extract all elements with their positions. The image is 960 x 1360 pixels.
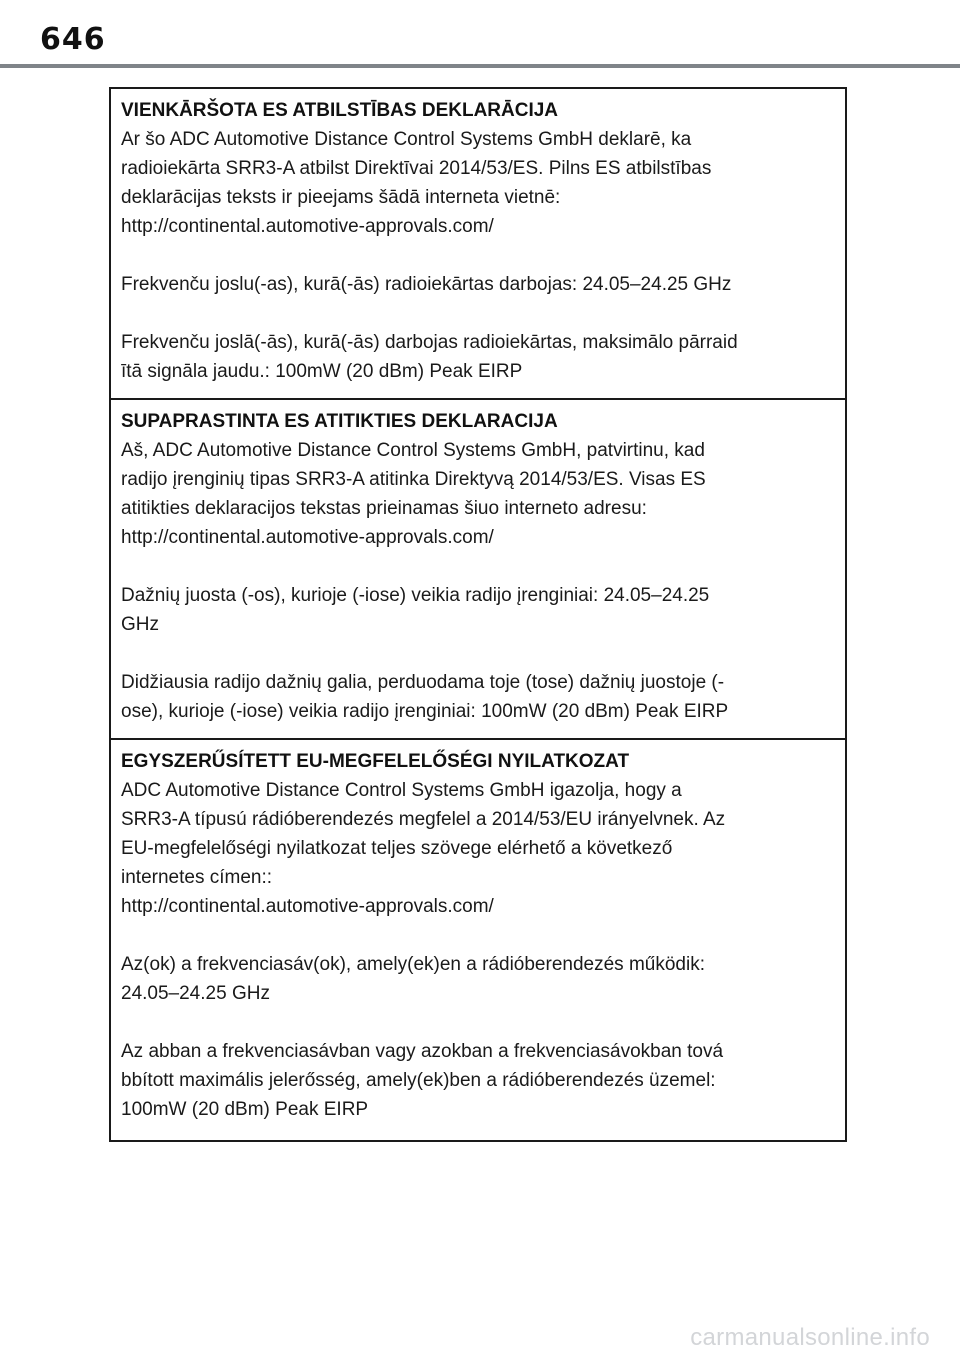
text-line: Ar šo ADC Automotive Distance Control Systems GmbH deklarē, ka (121, 129, 692, 150)
site-watermark: carmanualsonline.info (690, 1324, 930, 1351)
text-line: internetes címen:: (121, 867, 273, 888)
frequency-band-text: GHz (121, 614, 159, 635)
text-line: ADC Automotive Distance Control Systems GmbH igazolja, hogy a (121, 780, 682, 801)
max-power-text: Didžiausia radijo dažnių galia, perduodama toje (tose) dažnių juostoje (- (121, 672, 725, 693)
text-line: radijo įrenginių tipas SRR3-A atitinka Direktyvą 2014/53/ES. Visas ES (121, 469, 706, 490)
paragraph-gap (121, 1008, 835, 1037)
frequency-band-text: Az(ok) a frekvenciasáv(ok), amely(ek)en a rádióberendezés működik: (121, 954, 705, 975)
section-title: SUPAPRASTINTA ES ATITIKTIES DEKLARACIJA (121, 411, 558, 432)
text-line: atitikties deklaracijos tekstas prieinamas šiuo interneto adresu: (121, 498, 647, 519)
max-power-text: ose), kurioje (-iose) veikia radijo įrenginiai: 100mW (20 dBm) Peak EIRP (121, 701, 729, 722)
declaration-section-hungarian (111, 740, 845, 1140)
max-power-text: Frekvenču joslā(-ās), kurā(-ās) darbojas radioiekārtas, maksimālo pārraid (121, 332, 738, 353)
frequency-band-text: Dažnių juosta (-os), kurioje (-iose) veikia radijo įrenginiai: 24.05–24.25 (121, 585, 710, 606)
text-line: SRR3-A típusú rádióberendezés megfelel a 2014/53/EU irányelvnek. Az (121, 809, 726, 830)
section-title: EGYSZERŰSÍTETT EU-MEGFELELŐSÉGI NYILATKOZAT (121, 751, 630, 772)
paragraph-gap (121, 552, 835, 581)
url-text: http://continental.automotive-approvals.com/ (121, 527, 494, 548)
declaration-section-latvian (111, 89, 845, 400)
max-power-text: bbított maximális jelerősség, amely(ek)ben a rádióberendezés üzemel: (121, 1070, 716, 1091)
header-divider (0, 64, 960, 68)
paragraph-gap (121, 639, 835, 668)
url-text: http://continental.automotive-approvals.com/ (121, 896, 494, 917)
frequency-band-text: 24.05–24.25 GHz (121, 983, 270, 1004)
paragraph-gap (121, 299, 835, 328)
text-line: radioiekārta SRR3-A atbilst Direktīvai 2014/53/ES. Pilns ES atbilstības (121, 158, 712, 179)
frequency-band-text: Frekvenču joslu(-as), kurā(-ās) radioiekārtas darbojas: 24.05–24.25 GHz (121, 274, 732, 295)
text-line: Aš, ADC Automotive Distance Control Systems GmbH, patvirtinu, kad (121, 440, 705, 461)
declaration-section-lithuanian (111, 400, 845, 740)
max-power-text: Az abban a frekvenciasávban vagy azokban a frekvenciasávokban tová (121, 1041, 724, 1062)
paragraph-gap (121, 241, 835, 270)
text-line: deklarācijas teksts ir pieejams šādā interneta vietnē: (121, 187, 561, 208)
url-text: http://continental.automotive-approvals.com/ (121, 216, 494, 237)
declarations-table (109, 87, 847, 1142)
section-title: VIENKĀRŠOTA ES ATBILSTĪBAS DEKLARĀCIJA (121, 100, 559, 121)
text-line: EU-megfelelőségi nyilatkozat teljes szövege elérhető a következő (121, 838, 673, 859)
max-power-text: ītā signāla jaudu.: 100mW (20 dBm) Peak EIRP (121, 361, 523, 382)
paragraph-gap (121, 921, 835, 950)
page-number: 646 (40, 22, 106, 57)
max-power-text: 100mW (20 dBm) Peak EIRP (121, 1099, 369, 1120)
